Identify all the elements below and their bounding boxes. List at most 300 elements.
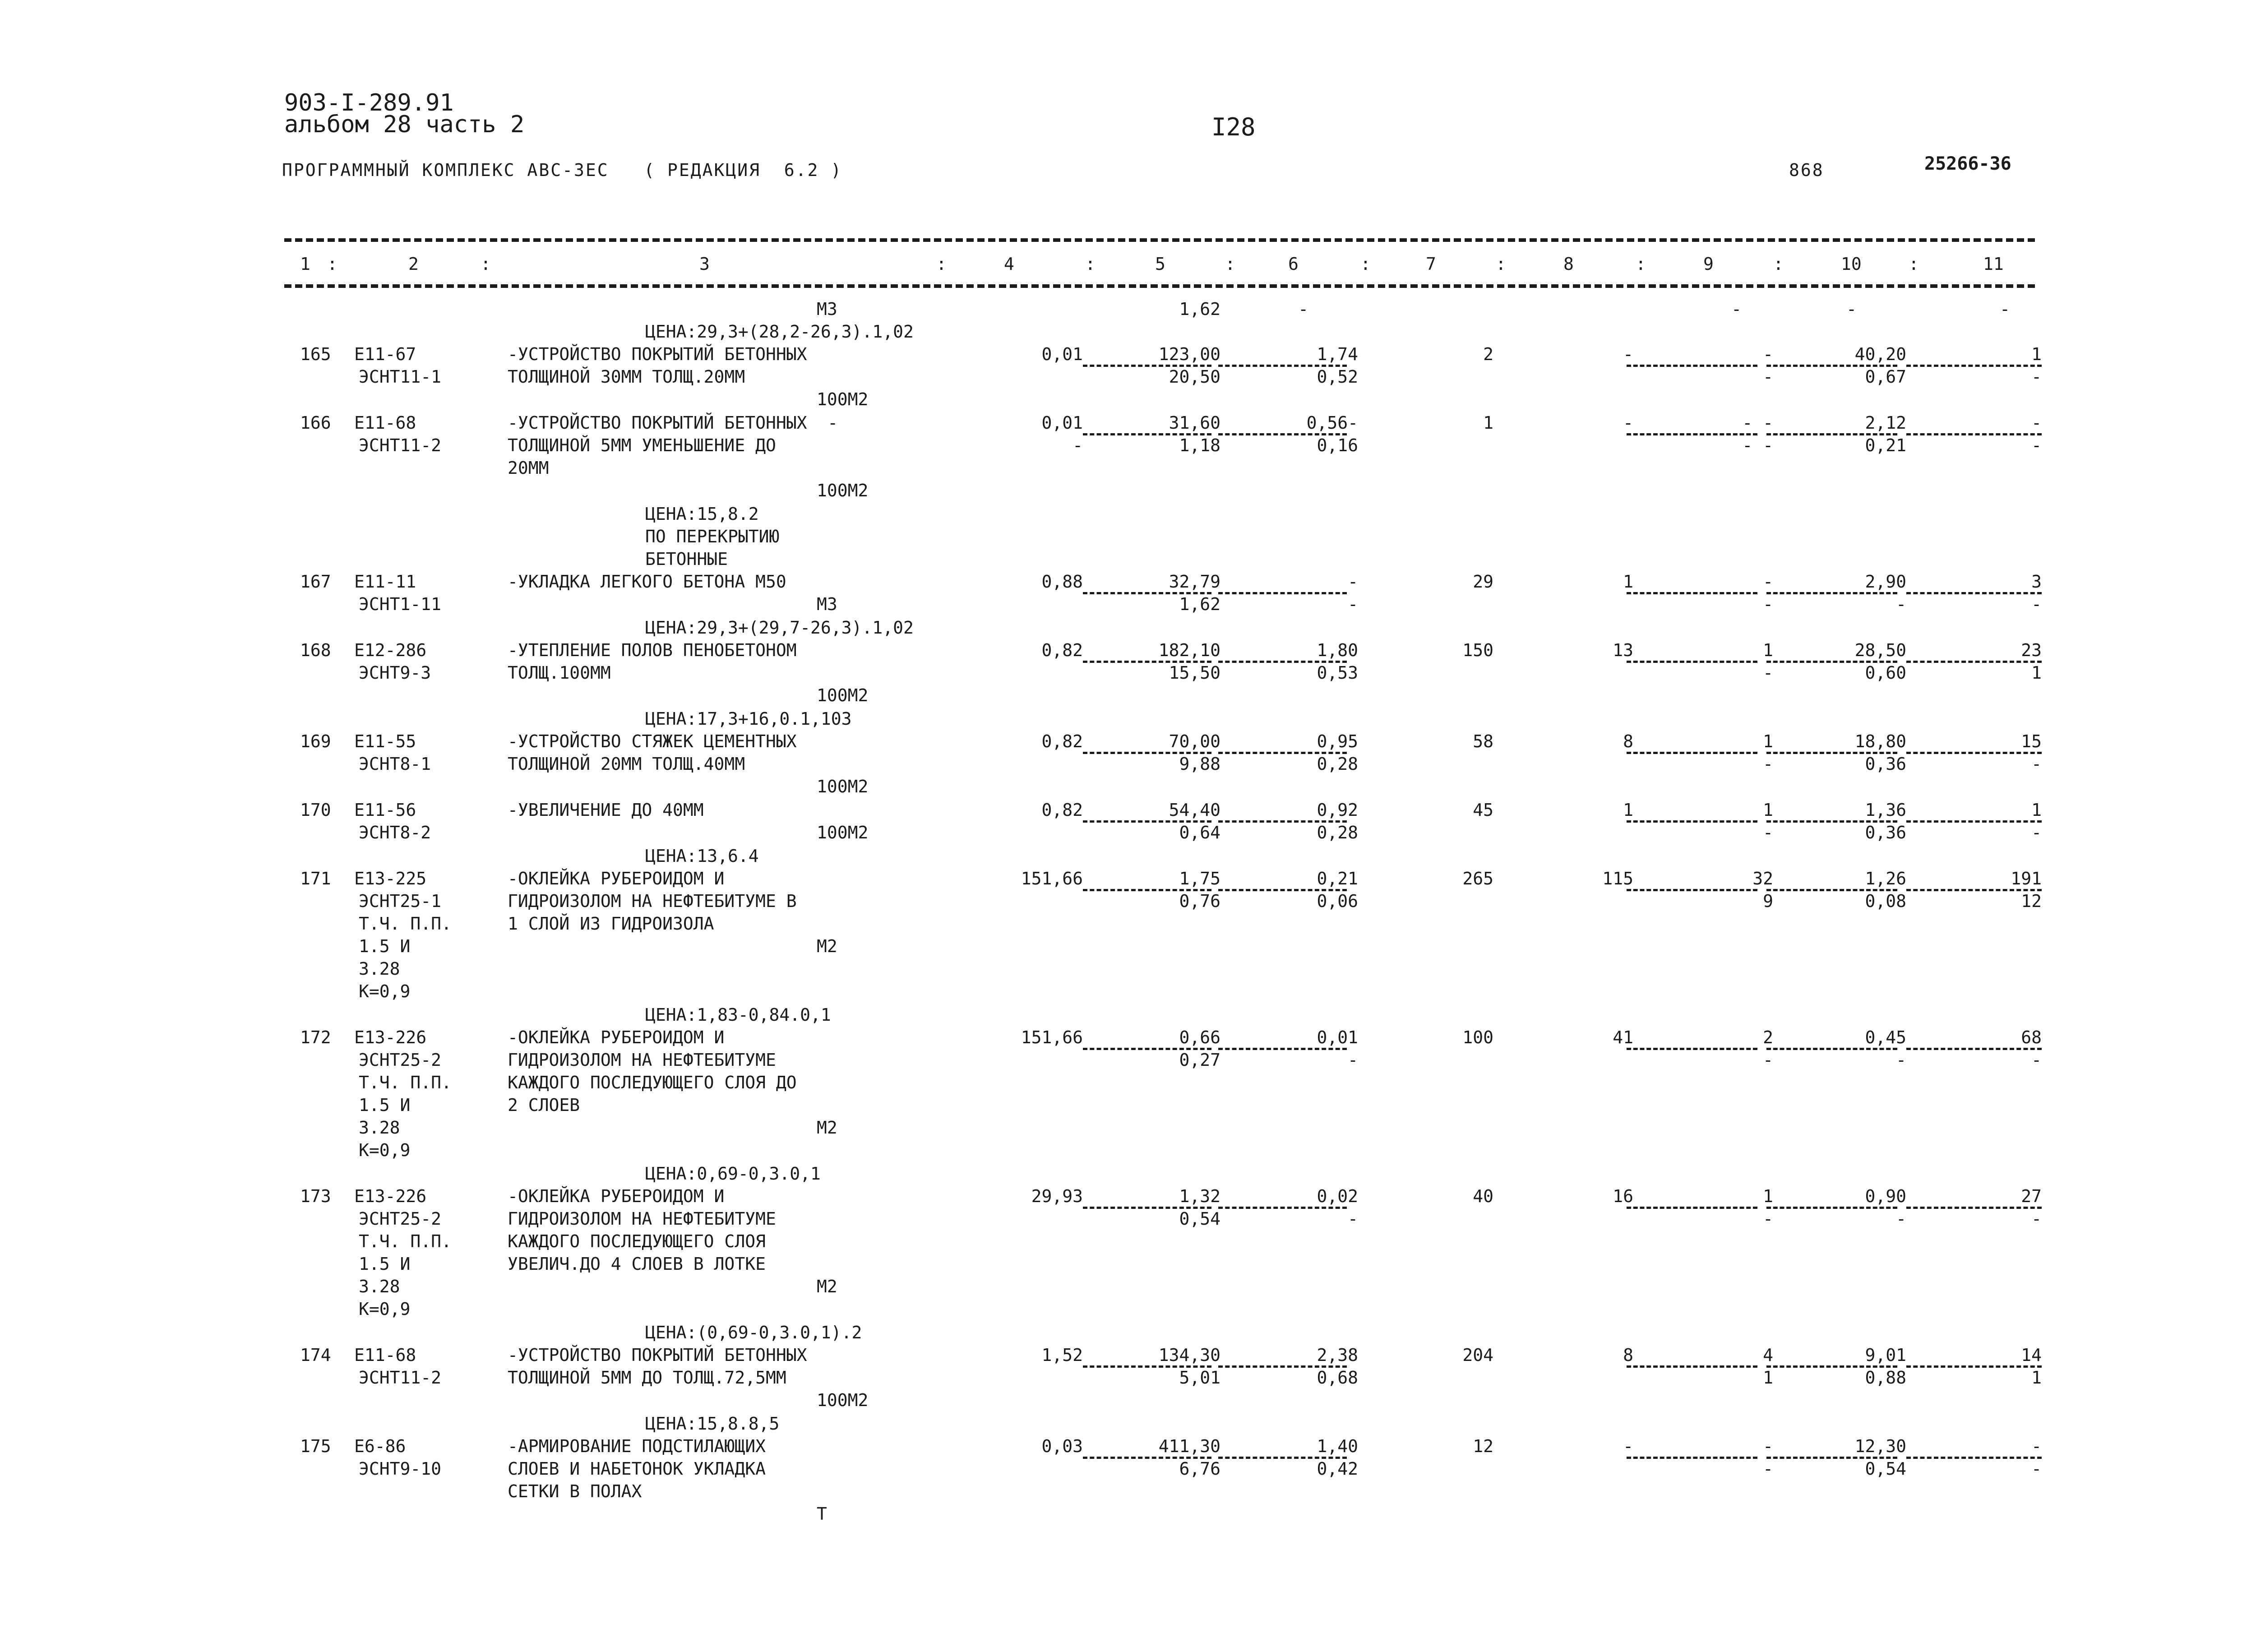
cell-col11-secondary: 12 [2021,891,2042,911]
row-number: 168 [300,640,331,660]
cell-separator [1906,1365,2042,1368]
cell-col5-secondary: 6,76 [1179,1459,1220,1479]
column-separator: : [1360,254,1371,274]
column-header-6: 6 [1288,254,1299,274]
cell-col5: 31,60 [1169,413,1220,433]
cell-col11: 191 [2011,869,2042,888]
rate-code-secondary: ЭСНТ25-2 [359,1209,442,1229]
row-number: 173 [300,1186,331,1206]
work-description: -УСТРОЙСТВО ПОКРЫТИЙ БЕТОННЫХ [508,1345,807,1365]
cell-separator [1627,889,1757,891]
rate-condition: 1.5 И [359,1254,411,1274]
cell-separator [1906,820,2042,823]
cell-col5-secondary: 1,18 [1179,435,1220,455]
rate-condition: К=0,9 [359,981,411,1001]
cell-col5-secondary: 5,01 [1179,1368,1220,1388]
cell-col11: 15 [2021,731,2042,751]
cell-separator [1627,592,1757,594]
unit-label: 100М2 [817,1390,869,1410]
cell-col4: 0,82 [1041,640,1083,660]
cell-col5: 70,00 [1169,731,1220,751]
column-separator: : [1909,254,1919,274]
cell-separator [1627,433,1757,435]
cell-col6-secondary: 0,16 [1317,435,1358,455]
cell-col9: 1 [1763,800,1773,820]
cell-col6: - [1298,299,1308,319]
cell-separator [1627,365,1757,367]
column-header-1: 1 [300,254,310,274]
price-note: ЦЕНА:15,8.2 [645,504,759,524]
work-description: -ОКЛЕЙКА РУБЕРОИДОМ И [508,1186,725,1206]
column-separator: : [1496,254,1506,274]
rate-code: Е6-86 [354,1436,406,1456]
cell-col9-secondary: - [1763,594,1773,614]
cell-col6: - [1348,572,1358,592]
header-bottom-rule [284,284,2035,288]
rate-code: Е12-286 [354,640,427,660]
cell-col10-secondary: 0,54 [1865,1459,1906,1479]
cell-col9-secondary: 1 [1763,1368,1773,1388]
cell-col11-secondary: - [2031,594,2042,614]
rate-condition: Т.Ч. П.П. [359,1073,452,1092]
rate-code-secondary: ЭСНТ11-2 [359,435,442,455]
cell-col4: 151,66 [1021,1027,1083,1047]
cell-col6-secondary: 0,53 [1317,663,1358,683]
cell-col11-secondary: - [2031,823,2042,842]
column-separator: : [1636,254,1646,274]
cell-col6: 0,02 [1317,1186,1358,1206]
cell-col8: 41 [1613,1027,1633,1047]
work-description: СЛОЕВ И НАБЕТОНОК УКЛАДКА [508,1459,766,1479]
column-header-10: 10 [1841,254,1862,274]
cell-col9-secondary: - [1763,823,1773,842]
work-description: ТОЛЩИНОЙ 5ММ ДО ТОЛЩ.72,5ММ [508,1368,786,1388]
cell-separator [1766,1048,1897,1050]
cell-col9: 32 [1752,869,1773,888]
software-title: ПРОГРАММНЫЙ КОМПЛЕКС АВС-3ЕС ( РЕДАКЦИЯ 6.2 ) [282,160,843,180]
work-description: -УВЕЛИЧЕНИЕ ДО 40ММ [508,800,704,820]
work-description: -УТЕПЛЕНИЕ ПОЛОВ ПЕНОБЕТОНОМ [508,640,797,660]
rate-code: Е13-226 [354,1186,427,1206]
cell-col6: 1,74 [1317,344,1358,364]
work-description: 1 СЛОЙ ИЗ ГИДРОИЗОЛА [508,914,714,934]
cell-separator [1218,1048,1347,1050]
unit-label: M3 [817,299,837,319]
cell-col10: 9,01 [1865,1345,1906,1365]
cell-col9: - [1763,1436,1773,1456]
cell-separator [1906,365,2042,367]
cell-col5: 123,00 [1158,344,1220,364]
header-top-rule [284,238,2035,242]
cell-separator [1766,592,1897,594]
rate-code-secondary: ЭСНТ8-1 [359,754,431,774]
rate-condition: 3.28 [359,1277,400,1296]
cell-col10: 28,50 [1854,640,1906,660]
cell-col10: 1,36 [1865,800,1906,820]
cell-col8: 13 [1613,640,1633,660]
rate-code: Е11-68 [354,413,416,433]
cell-separator [1218,1207,1347,1209]
work-description: УВЕЛИЧ.ДО 4 СЛОЕВ В ЛОТКЕ [508,1254,766,1274]
cell-col6-secondary: 0,28 [1317,823,1358,842]
cell-separator [1906,1207,2042,1209]
cell-col6: 0,92 [1317,800,1358,820]
cell-col11: 68 [2021,1027,2042,1047]
cell-col4: 0,82 [1041,800,1083,820]
cell-col8: - [1623,1436,1633,1456]
column-header-3: 3 [699,254,710,274]
cell-col5: 411,30 [1158,1436,1220,1456]
row-number: 167 [300,572,331,592]
cell-separator [1906,1048,2042,1050]
column-separator: : [936,254,947,274]
cell-col11: - [2000,299,2010,319]
work-description: -УСТРОЙСТВО ПОКРЫТИЙ БЕТОННЫХ [508,344,807,364]
column-header-5: 5 [1155,254,1165,274]
cell-col6-secondary: - [1348,1209,1358,1229]
cell-col10-secondary: 0,21 [1865,435,1906,455]
cell-separator [1906,433,2042,435]
rate-code-secondary: ЭСНТ11-2 [359,1368,442,1388]
cell-col6: 0,21 [1317,869,1358,888]
work-description: СЕТКИ В ПОЛАХ [508,1481,642,1501]
cell-col11: 27 [2021,1186,2042,1206]
cell-col5-secondary: 20,50 [1169,367,1220,387]
work-description: -ОКЛЕЙКА РУБЕРОИДОМ И [508,869,725,888]
cell-separator [1627,661,1757,663]
album-label: альбом 28 часть 2 [284,111,525,138]
cell-col4: 0,88 [1041,572,1083,592]
cell-col11-secondary: - [2031,1209,2042,1229]
cell-col7: 29 [1473,572,1493,592]
cell-col8: - [1623,413,1633,433]
rate-code-secondary: ЭСНТ11-1 [359,367,442,387]
rate-code-secondary: ЭСНТ9-3 [359,663,431,683]
cell-col5: 134,30 [1158,1345,1220,1365]
cell-col10: 1,26 [1865,869,1906,888]
cell-col11-secondary: 1 [2031,663,2042,683]
cell-col4: 0,82 [1041,731,1083,751]
rate-condition: 3.28 [359,1118,400,1138]
rate-code-secondary: ЭСНТ1-11 [359,594,442,614]
document-reference: 25266-36 [1924,153,2011,174]
price-note: ЦЕНА:17,3+16,0.1,103 [645,709,852,729]
cell-separator [1906,661,2042,663]
cell-col7: 150 [1462,640,1493,660]
cell-col4: 0,03 [1041,1436,1083,1456]
rate-code: Е13-225 [354,869,427,888]
cell-col9-secondary: - [1763,367,1773,387]
cell-col9-secondary: - - [1742,435,1773,455]
cell-col6: 0,56- [1306,413,1358,433]
rate-condition: К=0,9 [359,1140,411,1160]
cell-col7: 1 [1483,413,1493,433]
cell-col11: 1 [2031,344,2042,364]
cell-col10-secondary: 0,60 [1865,663,1906,683]
cell-col4: 0,01 [1041,413,1083,433]
cell-col5: 182,10 [1158,640,1220,660]
cell-col9: - [1731,299,1742,319]
cell-col11-secondary: - [2031,1050,2042,1070]
cell-col9-secondary: - [1763,754,1773,774]
cell-col7: 12 [1473,1436,1493,1456]
price-note: ЦЕНА:(0,69-0,3.0,1).2 [645,1323,862,1342]
cell-col6-secondary: 0,06 [1317,891,1358,911]
cell-col10: 2,12 [1865,413,1906,433]
cell-col9: 2 [1763,1027,1773,1047]
row-number: 165 [300,344,331,364]
cell-col5-secondary: 0,27 [1179,1050,1220,1070]
cell-col9: 1 [1763,640,1773,660]
work-description: ТОЛЩИНОЙ 5ММ УМЕНЬШЕНИЕ ДО [508,435,776,455]
cell-col4: 29,93 [1031,1186,1083,1206]
cell-col6: 0,95 [1317,731,1358,751]
cell-separator [1906,752,2042,754]
cell-col11-secondary: - [2031,754,2042,774]
work-description: -УКЛАДКА ЛЕГКОГО БЕТОНА М50 [508,572,786,592]
cell-col10-secondary: 0,36 [1865,823,1906,842]
work-description: ТОЛЩИНОЙ 30ММ ТОЛЩ.20ММ [508,367,745,387]
rate-condition: 3.28 [359,959,400,979]
column-separator: : [1085,254,1096,274]
cell-col4: 151,66 [1021,869,1083,888]
cell-col10: 18,80 [1854,731,1906,751]
cell-col6: 2,38 [1317,1345,1358,1365]
cell-col5: 1,75 [1179,869,1220,888]
cell-col4: 1,52 [1041,1345,1083,1365]
work-description: ТОЛЩИНОЙ 20ММ ТОЛЩ.40ММ [508,754,745,774]
column-header-8: 8 [1563,254,1574,274]
cell-col9: 4 [1763,1345,1773,1365]
cell-col9-secondary: - [1763,1209,1773,1229]
row-number: 169 [300,731,331,751]
row-number: 174 [300,1345,331,1365]
cell-col8: - [1623,344,1633,364]
cell-col9-secondary: - [1763,1050,1773,1070]
cell-col4-secondary: - [1073,435,1083,455]
cell-col10-secondary: - [1896,1050,1906,1070]
rate-condition: Т.Ч. П.П. [359,1231,452,1251]
work-description: ГИДРОИЗОЛОМ НА НЕФТЕБИТУМЕ [508,1209,776,1229]
rate-code-secondary: ЭСНТ25-1 [359,891,442,911]
work-description: -УСТРОЙСТВО ПОКРЫТИЙ БЕТОННЫХ - [508,413,838,433]
sheet-code: 868 [1789,160,1824,180]
work-description: КАЖДОГО ПОСЛЕДУЮЩЕГО СЛОЯ [508,1231,766,1251]
rate-code-secondary: ЭСНТ8-2 [359,823,431,842]
cell-separator [1627,1207,1757,1209]
cell-separator [1627,1048,1757,1050]
column-separator: : [1225,254,1235,274]
cell-col10: 0,90 [1865,1186,1906,1206]
cell-col10: 2,90 [1865,572,1906,592]
price-note: ЦЕНА:29,3+(28,2-26,3).1,02 [645,322,914,342]
row-number: 175 [300,1436,331,1456]
cell-col11: - [2031,413,2042,433]
cell-col11: 23 [2021,640,2042,660]
column-header-11: 11 [1983,254,2004,274]
column-header-7: 7 [1426,254,1436,274]
cell-separator [1906,592,2042,594]
price-note: ЦЕНА:29,3+(29,7-26,3).1,02 [645,618,914,638]
row-number: 166 [300,413,331,433]
cell-col7: 40 [1473,1186,1493,1206]
rate-code-secondary: ЭСНТ9-10 [359,1459,442,1479]
cell-col9: 1 [1763,1186,1773,1206]
cell-col9-secondary: 9 [1763,891,1773,911]
cell-col10-secondary: 0,88 [1865,1368,1906,1388]
rate-code: Е11-67 [354,344,416,364]
cell-col11-secondary: 1 [2031,1368,2042,1388]
cell-col5: 1,62 [1179,299,1220,319]
cell-col9: - - [1742,413,1773,433]
price-note: ПО ПЕРЕКРЫТИЮ [645,527,780,546]
cell-col7: 265 [1462,869,1493,888]
cell-col8: 16 [1613,1186,1633,1206]
work-description: ГИДРОИЗОЛОМ НА НЕФТЕБИТУМЕ [508,1050,776,1070]
price-note: ЦЕНА:1,83-0,84.0,1 [645,1005,831,1025]
cell-col11-secondary: - [2031,1459,2042,1479]
work-description: -ОКЛЕЙКА РУБЕРОИДОМ И [508,1027,725,1047]
column-header-9: 9 [1703,254,1714,274]
cell-col6-secondary: 0,28 [1317,754,1358,774]
rate-code: Е11-56 [354,800,416,820]
rate-condition: 1.5 И [359,1095,411,1115]
cell-separator [1627,820,1757,823]
cell-col6-secondary: 0,68 [1317,1368,1358,1388]
price-note: ЦЕНА:0,69-0,3.0,1 [645,1164,821,1184]
row-number: 171 [300,869,331,888]
unit-label: М3 [817,594,837,614]
project-code: 903-I-289.91 [284,89,454,116]
cell-separator [1627,1457,1757,1459]
cell-col10-secondary: - [1896,1209,1906,1229]
cell-col5-secondary: 9,88 [1179,754,1220,774]
rate-code: Е11-68 [354,1345,416,1365]
column-separator: : [327,254,337,274]
cell-col11: 3 [2031,572,2042,592]
work-description: 2 СЛОЕВ [508,1095,580,1115]
cell-col5: 0,66 [1179,1027,1220,1047]
cell-col5: 1,32 [1179,1186,1220,1206]
cell-col5-secondary: 1,62 [1179,594,1220,614]
cell-col7: 204 [1462,1345,1493,1365]
cell-col7: 2 [1483,344,1493,364]
unit-label: 100М2 [817,777,869,796]
cell-col7: 100 [1462,1027,1493,1047]
cell-col5: 54,40 [1169,800,1220,820]
cell-col6-secondary: 0,52 [1317,367,1358,387]
unit-label: М2 [817,1277,837,1296]
rate-code: Е13-226 [354,1027,427,1047]
rate-condition: К=0,9 [359,1299,411,1319]
cell-col5-secondary: 15,50 [1169,663,1220,683]
cell-col10: - [1846,299,1857,319]
cell-separator [1627,752,1757,754]
unit-label: 100М2 [817,823,869,842]
unit-label: М2 [817,936,837,956]
cell-separator [1766,1207,1897,1209]
rate-code-secondary: ЭСНТ25-2 [359,1050,442,1070]
column-header-2: 2 [408,254,419,274]
work-description: ТОЛЩ.100ММ [508,663,611,683]
price-note: БЕТОННЫЕ [645,549,728,569]
price-note: ЦЕНА:15,8.8,5 [645,1414,780,1434]
cell-col10: 12,30 [1854,1436,1906,1456]
cell-col11-secondary: - [2031,367,2042,387]
rate-code: Е11-11 [354,572,416,592]
row-number: 172 [300,1027,331,1047]
cell-col6: 1,40 [1317,1436,1358,1456]
cell-col5-secondary: 0,54 [1179,1209,1220,1229]
cell-col10-secondary: 0,08 [1865,891,1906,911]
price-note: ЦЕНА:13,6.4 [645,846,759,866]
cell-col9: - [1763,344,1773,364]
unit-label: 100М2 [817,481,869,500]
cell-col10: 40,20 [1854,344,1906,364]
cell-col9: 1 [1763,731,1773,751]
cell-col8: 115 [1602,869,1633,888]
rate-code: Е11-55 [354,731,416,751]
cell-col9-secondary: - [1763,1459,1773,1479]
cell-col8: 1 [1623,572,1633,592]
cell-col11: - [2031,1436,2042,1456]
cell-col6: 1,80 [1317,640,1358,660]
cell-col11-secondary: - [2031,435,2042,455]
cell-separator [1906,1457,2042,1459]
work-description: -УСТРОЙСТВО СТЯЖЕК ЦЕМЕНТНЫХ [508,731,797,751]
rate-condition: Т.Ч. П.П. [359,914,452,934]
cell-separator [1627,1365,1757,1368]
cell-col11: 14 [2021,1345,2042,1365]
cell-col5: 32,79 [1169,572,1220,592]
cell-col7: 45 [1473,800,1493,820]
page-number: I28 [1211,113,1256,141]
cell-col7: 58 [1473,731,1493,751]
cell-col9-secondary: - [1763,663,1773,683]
work-description: -АРМИРОВАНИЕ ПОДСТИЛАЮЩИХ [508,1436,766,1456]
row-number: 170 [300,800,331,820]
rate-condition: 1.5 И [359,936,411,956]
cell-col8: 8 [1623,1345,1633,1365]
column-separator: : [1773,254,1784,274]
unit-label: 100М2 [817,389,869,409]
cell-col5-secondary: 0,64 [1179,823,1220,842]
work-description: ГИДРОИЗОЛОМ НА НЕФТЕБИТУМЕ В [508,891,797,911]
column-header-4: 4 [1004,254,1014,274]
cell-col10-secondary: 0,67 [1865,367,1906,387]
work-description: 20ММ [508,458,549,478]
cell-col6-secondary: 0,42 [1317,1459,1358,1479]
work-description: КАЖДОГО ПОСЛЕДУЮЩЕГО СЛОЯ ДО [508,1073,797,1092]
cell-separator [1218,592,1347,594]
cell-col10-secondary: 0,36 [1865,754,1906,774]
cell-col8: 1 [1623,800,1633,820]
cell-col10: 0,45 [1865,1027,1906,1047]
cell-col9: - [1763,572,1773,592]
cell-col8: 8 [1623,731,1633,751]
cell-col6-secondary: - [1348,594,1358,614]
cell-col4: 0,01 [1041,344,1083,364]
cell-col11: 1 [2031,800,2042,820]
cell-col6: 0,01 [1317,1027,1358,1047]
unit-label: 100М2 [817,685,869,705]
cell-col6-secondary: - [1348,1050,1358,1070]
column-separator: : [481,254,491,274]
cell-col5-secondary: 0,76 [1179,891,1220,911]
cell-col10-secondary: - [1896,594,1906,614]
unit-label: Т [817,1504,827,1524]
unit-label: М2 [817,1118,837,1138]
